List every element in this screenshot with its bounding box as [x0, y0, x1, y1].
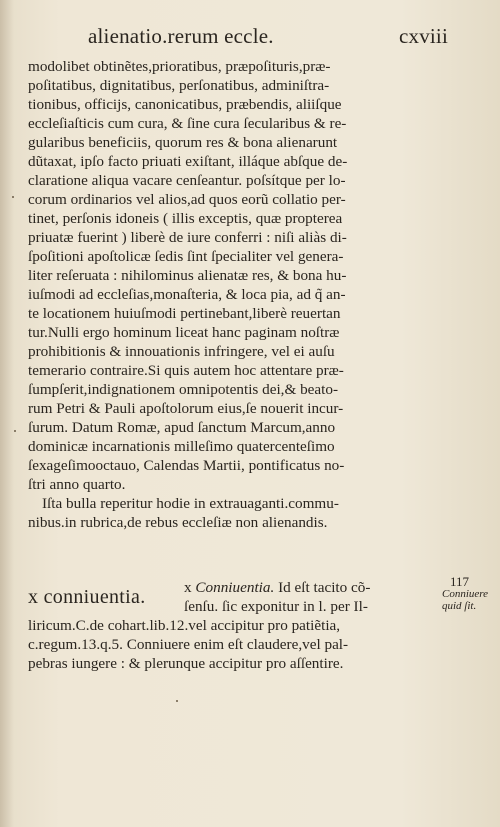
gloss-text-short — [184, 578, 434, 616]
gloss-line: liricum.C.de cohart.lib.12.vel accipitur pro patiẽtia, — [28, 617, 341, 634]
body-line: tur.Nulli ergo hominum liceat hanc paginam noſtræ — [28, 324, 340, 341]
gloss-lemma: x conniuentia. — [28, 586, 146, 608]
body-line: tionibus, officijs, canonicatibus, præbendis, aliiſque — [28, 96, 342, 113]
body-line: dũtaxat, ipſo facto priuati exiſtant, illáque abſque de- — [28, 153, 348, 170]
closing-line: nibus.in rubrica,de rebus eccleſiæ non alienandis. — [28, 514, 328, 531]
body-line: rum Petri & Pauli apoſtolorum eius,ſe nouerit incur- — [28, 400, 344, 417]
body-line: tinet, perſonis idoneis ( illis exceptis, quæ propterea — [28, 210, 343, 227]
gloss-first-line — [184, 578, 434, 597]
body-line: claratione aliqua vacare cenſeantur. poſsítque per lo- — [28, 172, 346, 189]
body-line: ſumpſerit,indignationem omnipotentis dei,& beato- — [28, 381, 339, 398]
body-line: ſpoſitioni apoſtolicæ ſedis ſint ſpecialiter vel genera- — [28, 248, 344, 265]
margin-note-word: Conniuere — [442, 588, 489, 600]
ink-speck — [176, 700, 178, 702]
folio-number: cxviii — [398, 24, 448, 48]
gutter-shadow — [0, 0, 14, 827]
running-title: alienatio.rerum eccle. — [88, 24, 274, 48]
body-line: iuſmodi ad eccleſias,monaſteria, & loca pia, ad q̃ an- — [28, 286, 346, 303]
body-line: eccleſiaſticis cum cura, & ſine cura ſecularibus & re- — [28, 115, 347, 132]
gloss-line: Id eſt tacito cõ- — [278, 579, 371, 596]
body-text — [28, 57, 430, 532]
running-head — [88, 24, 448, 50]
gloss-line: pebras iungere : & plerunque accipitur pro aſſentire. — [28, 655, 344, 672]
body-line: gularibus beneficiis, quorum res & bona alienarunt — [28, 134, 338, 151]
body-line: temerario contraire.Si quis autem hoc attentare præ- — [28, 362, 344, 379]
margin-note-number: 117 — [450, 574, 470, 589]
gloss-term: Conniuentia. — [195, 579, 275, 596]
body-line: dominicæ incarnationis milleſimo quatercenteſimo — [28, 438, 335, 455]
gloss-marker: x — [184, 579, 192, 596]
margin-note — [442, 576, 500, 612]
gloss-line: c.regum.13.q.5. Conniuere enim eſt claudere,vel pal- — [28, 636, 349, 653]
gloss-text-full — [28, 616, 438, 673]
body-line: corum ordinarios vel alios,ad quos eorũ collatio per- — [28, 191, 346, 208]
body-line: modolibet obtinẽtes,prioratibus, præpoſituris,præ- — [28, 58, 331, 75]
body-line: te locationem huiuſmodi pertinebant,liberè reuertan — [28, 305, 341, 322]
margin-note-word: quid ſit. — [442, 600, 477, 612]
body-line: liter reſeruata : nihilominus alienatæ res, & bona hu- — [28, 267, 347, 284]
body-line: ſexageſimooctauo, Calendas Martii, pontificatus no- — [28, 457, 345, 474]
body-line: ſurum. Datum Romæ, apud ſanctum Marcum,anno — [28, 419, 336, 436]
body-line: poſitatibus, dignitatibus, perſonatibus, adminiſtra- — [28, 77, 330, 94]
body-line: ſtri anno quarto. — [28, 476, 126, 493]
body-line: priuatæ fuerint ) liberè de iure conferri : niſi aliàs di- — [28, 229, 347, 246]
body-line: prohibitionis & innouationis infringere, vel ei auſu — [28, 343, 335, 360]
gloss-line: ſenſu. ſic exponitur in l. per Il- — [184, 598, 368, 615]
closing-line: Iſta bulla reperitur hodie in extrauaganti.commu- — [42, 495, 339, 512]
ink-speck — [14, 430, 16, 432]
ink-speck — [12, 196, 14, 198]
